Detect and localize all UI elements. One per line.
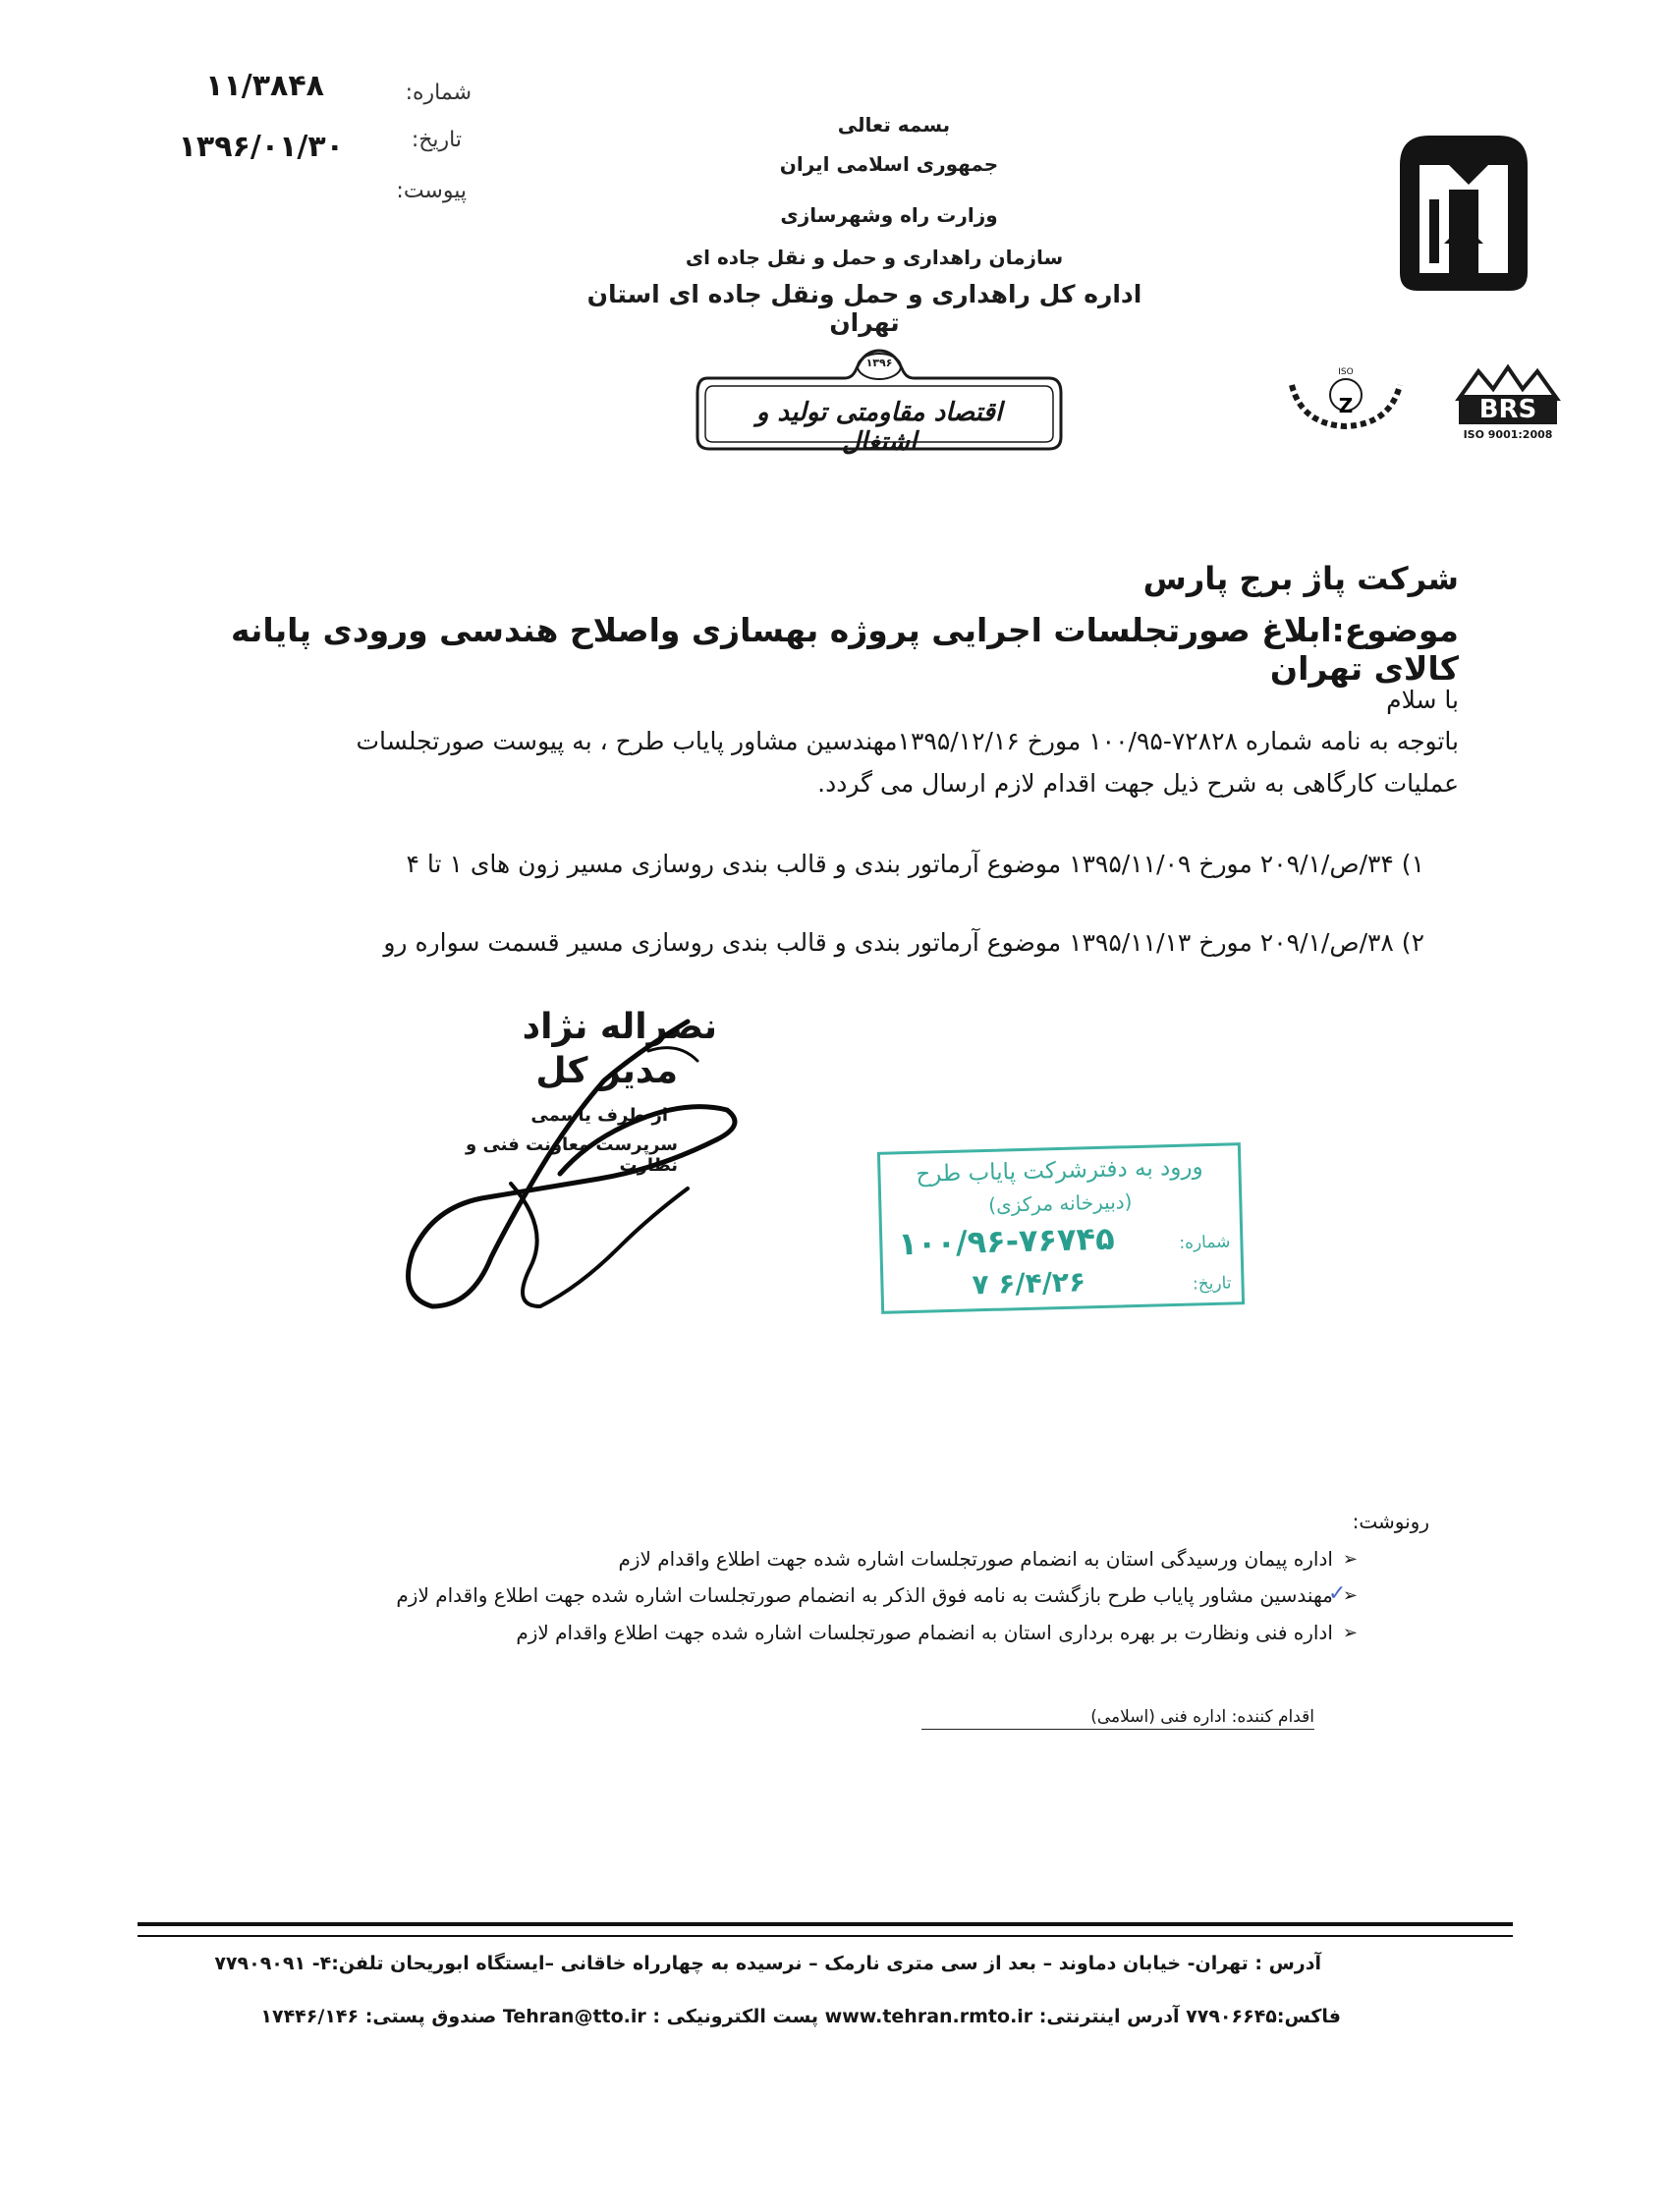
ministry-line: وزارت راه وشهرسازی [780,203,998,227]
iso-mark-label: ISO [1338,367,1354,377]
greeting: با سلام [1386,686,1459,714]
svg-text:Z: Z [1338,394,1354,417]
cc-title: رونوشت: [1352,1510,1429,1533]
brs-mark-label: BRS [1459,395,1557,424]
check-mark-icon: ✓ [1328,1581,1347,1606]
slogan-badge [688,339,1071,457]
body-line-2: عملیات کارگاهی به شرح ذیل جهت اقدام لازم ارسال می گردد. [817,769,1459,798]
cc-item-text: اداره پیمان ورسیدگی استان به انضمام صورتجلسات اشاره شده جهت اطلاع واقدام لازم [618,1547,1333,1571]
iso-mark [1282,365,1410,434]
arrow-bullet-icon: ➢ [1342,1548,1358,1570]
stamp-number-value: ۱۰۰/۹۶-۷۶۷۴۵ [897,1219,1116,1263]
department-line: اداره کل راهداری و حمل ونقل جاده ای استان تهران [586,280,1142,337]
signer-title: مدیر کل [535,1051,678,1091]
stamp-subtitle: (دبیرخانه مرکزی) [987,1189,1133,1217]
action-by: اقدام کننده: اداره فنی (اسلامی) [921,1707,1314,1730]
signer-name: نصراله نژاد [522,1007,717,1047]
iso-caption: ISO 9001:2008 [1463,428,1553,441]
slogan-text: اقتصاد مقاومتی تولید و اشتغال [755,398,1003,457]
ministry-logo [1390,126,1537,298]
attachment-label: پیوست: [396,179,467,203]
road-arrows-logo-icon [1390,126,1537,298]
list-item: ۱) ۳۴/ص/۲۰۹/۱ مورخ ۱۳۹۵/۱۱/۰۹ موضوع آرماتور بندی و قالب بندی روسازی مسیر زون های ۱ تا ۴ [406,850,1424,878]
number-value: ۱۱/۳۸۴۸ [205,69,324,103]
number-label: شماره: [405,81,472,105]
brs-mark [1454,361,1562,450]
list-item [228,1583,1358,1607]
stamp-date-label: تاریخ: [1192,1273,1232,1295]
date-label: تاریخ: [411,128,462,152]
signer-on-behalf: از طرف یاسمی [530,1105,668,1126]
cc-item-text: اداره فنی ونظارت بر بهره برداری استان به انضمام صورتجلسات اشاره شده جهت اطلاع واقدام لازم [516,1621,1333,1644]
signer-role: سرپرست معاونت فنی و نظارت [465,1134,678,1176]
handwritten-signature [393,1012,766,1326]
cc-item-text: مهندسین مشاور پایاب طرح بازگشت به نامه فوق الذکر به انضمام صورتجلسات اشاره شده جهت اطلاع واقدام لازم [396,1583,1333,1607]
list-item [228,1547,1358,1571]
list-item: ۲) ۳۸/ص/۲۰۹/۱ مورخ ۱۳۹۵/۱۱/۱۳ موضوع آرماتور بندی و قالب بندی روسازی مسیر قسمت سواره رو [383,928,1424,957]
signature-scribble-icon [393,1012,766,1326]
body-line-1: باتوجه به نامه شماره ۷۲۸۲۸-۱۰۰/۹۵ مورخ ۱۳۹۵/۱۲/۱۶مهندسین مشاور پایاب طرح ، به پیوست صورتجلسات [356,727,1459,755]
footer-address-1: آدرس : تهران- خیابان دماوند – بعد از سی متری نارمک – نرسیده به چهارراه خاقانی –ایستگاه ابوریحان تلفن:۴- ۷۷۹۰۹۰۹۱ [214,1953,1321,1974]
list-item [228,1621,1358,1644]
organization-line: سازمان راهداری و حمل و نقل جاده ای [685,246,1064,269]
footer-rule [138,1922,1513,1937]
stamp-number-label: شماره: [1179,1232,1231,1253]
arrow-bullet-icon: ➢ [1342,1584,1358,1606]
slogan-year: ۱۳۹۶ [865,357,893,369]
incoming-stamp [877,1142,1245,1314]
date-value: ۱۳۹۶/۰۱/۳۰ [178,130,344,164]
footer-address-2: فاکس:۷۷۹۰۶۶۴۵ آدرس اینترنتی: www.tehran.rmto.ir پست الکترونیکی : Tehran@tto.ir صندوق پستی: ۱۷۴۴۶/۱۴۶ [260,2006,1341,2027]
addressee: شرکت پاژ برج پارس [1142,560,1459,597]
stamp-date-value: ۷ ۶/۴/۲۶ [972,1265,1086,1301]
stamp-title: ورود به دفترشرکت پایاب طرح [916,1154,1203,1188]
arrow-bullet-icon: ➢ [1342,1622,1358,1643]
basmala: بسمه تعالی [837,113,951,137]
republic-line: جمهوری اسلامی ایران [779,152,999,176]
subject-line: موضوع:ابلاغ صورتجلسات اجرایی پروژه بهسازی واصلاح هندسی ورودی پایانه کالای تهران [231,611,1459,688]
